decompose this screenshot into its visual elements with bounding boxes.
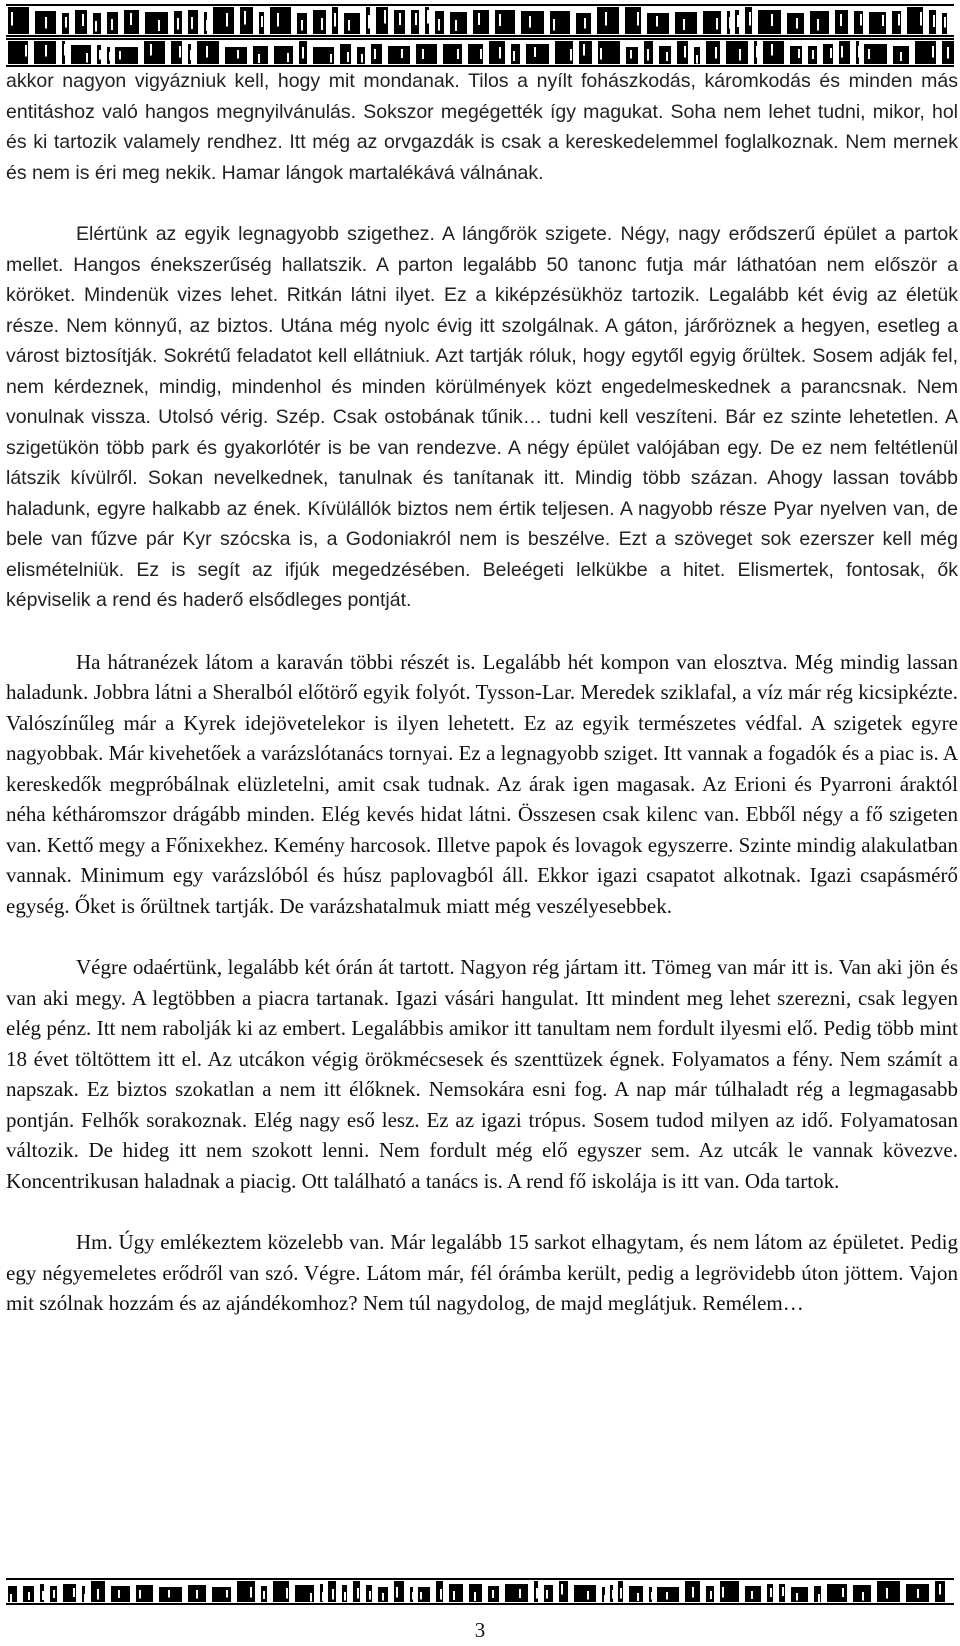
paragraph: Végre odaértünk, legalább két órán át tartott. Nagyon rég jártam itt. Tömeg van már itt is. Van aki jön és van aki megy. A legtöbben a piacra tartanak. Igazi vásári hangulat. Itt mindent meg lehet szerezni, csak legyen elég pénz. Itt nem rabolják ki az embert. Legalábbis amikor itt tanultam nem fordult ilyesmi elő. Pedig több mint 18 évet töltöttem itt el. Az utcákon végig örökmécsesek és szenttüzek égnek. Folyamatos a fény. Nem számít a napszak. Ez biztos szokatlan a nem itt élőknek. Nemsokára esni fog. A nap már túlhaladt rég a legmagasabb pontján. Felhők sorakoznak. Elég nagy eső lesz. Ez az igazi trópus. Sosem tudod milyen az idő. Folyamatosan változik. De hideg itt nem szokott lenni. Nem fordult még elő egyszer sem. Az utcák le vannak kövezve. Koncentrikusan haladnak a piacig. Ott található a tanács is. A rend fő iskolája is itt van. Oda tartok.	[6, 955, 958, 1193]
header-banner-top	[6, 4, 954, 38]
gothic-banner-icon	[6, 4, 954, 38]
footer-banner	[6, 1578, 954, 1606]
gothic-banner-icon	[6, 1578, 954, 1606]
paragraph: Ha hátranézek látom a karaván többi részét is. Legalább hét kompon van elosztva. Még mindig lassan haladunk. Jobbra látni a Sheralból előtörő egyik folyót. Tysson-Lar. Meredek sziklafal, a víz már rég kicsipkézte. Valószínűleg már a Kyrek idejövetelekor is ilyen lehetett. Ez az egyik természetes védfal. A szigetek egyre nagyobbak. Már kivehetőek a varázslótanács tornyai. Ez a legnagyobb sziget. Itt vannak a fogadók és a piac is. A kereskedők megpróbálnak elüzletelni, amit csak tudnak. Az árak igen magasak. Az Erioni és Pyarroni áraktól néha kétháromszor drágább minden. Elég kevés hidat látni. Összesen csak kilenc van. Ebből négy a fő szigeten van. Kettő megy a Főnixekhez. Kemény harcosok. Illetve papok és lovagok egyszerre. Szinte mindig alakulatban vannak. Minimum egy varázslóból és húsz paplovagból áll. Ekkor igazi csapatot alkotnak. Igazi csapásmérő egység. Őket is őrültnek tartják. De varázshatalmuk miatt még veszélyesebbek.	[6, 649, 958, 918]
page-body	[6, 66, 958, 1319]
page-number: 3	[474, 1618, 486, 1642]
gothic-banner-icon	[6, 38, 954, 68]
paragraph: Hm. Úgy emlékeztem közelebb van. Már legalább 15 sarkot elhagytam, és nem látom az épületet. Pedig egy négyemeletes erődről van szó. Végre. Látom már, fél órámba került, pedig a legrövidebb úton jöttem. Vajon mit szólnak hozzám és az ajándékomhoz? Nem túl nagydolog, de majd meglátjuk. Remélem…	[6, 1230, 958, 1315]
header-banner-bottom	[6, 38, 954, 68]
paragraph: Elértünk az egyik legnagyobb szigethez. A lángőrök szigete. Négy, nagy erődszerű épület a partok mellet. Hangos énekszerűség hallatszik. A parton legalább 50 tanonc futja már láthatóan nem először a köröket. Mindenük vizes lehet. Ritkán látni ilyet. Ez a kiképzésükhöz tartozik. Legalább két évig az életük része. Nem könnyű, az biztos. Utána még nyolc évig itt szolgálnak. A gáton, járőröznek a hegyen, esetleg a várost biztosítják. Sokrétű feladatot kell ellátniuk. Azt tartják róluk, hogy egytől egyig őrültek. Sosem adják fel, nem kérdeznek, mindig, mindenhol és minden körülmények közt engedelmeskednek a parancsnak. Nem vonulnak vissza. Utolsó vérig. Szép. Csak ostobának tűnik… tudni kell veszíteni. Bár ez szinte lehetetlen. A szigetükön több park és gyakorlótér is be van rendezve. A négy épület valójában egy. De ez nem feltétlenül látszik kívülről. Sokan nevelkednek, tanulnak és tanítanak itt. Mindig több százan. Ahogy lassan tovább haladunk, egyre halkabb az ének. Kívülállók biztos nem értik teljesen. A nagyobb része Pyar nyelven van, de bele van fűzve pár Kyr szócska is, a Godoniakról nem is beszélve. Ezt a szöveget sok ezerszer kell még elismételniük. Ez is segít az ifjúk megedzésében. Beleégeti lelkükbe a hitet. Elismertek, fontosak, ők képviselik a rend és haderő elsődleges pontját.	[6, 223, 958, 611]
paragraph: akkor nagyon vigyázniuk kell, hogy mit mondanak. Tilos a nyílt fohászkodás, káromkodás és minden más entitáshoz való hangos megnyilvánulás. Sokszor megégették így magukat. Soha nem lehet tudni, mikor, hol és ki tartozik valamely rendhez. Itt még az orvgazdák is csak a kereskedelemmel foglalkoznak. Nem mernek és nem is éri meg nekik. Hamar lángok martalékává válnának.	[6, 70, 958, 184]
